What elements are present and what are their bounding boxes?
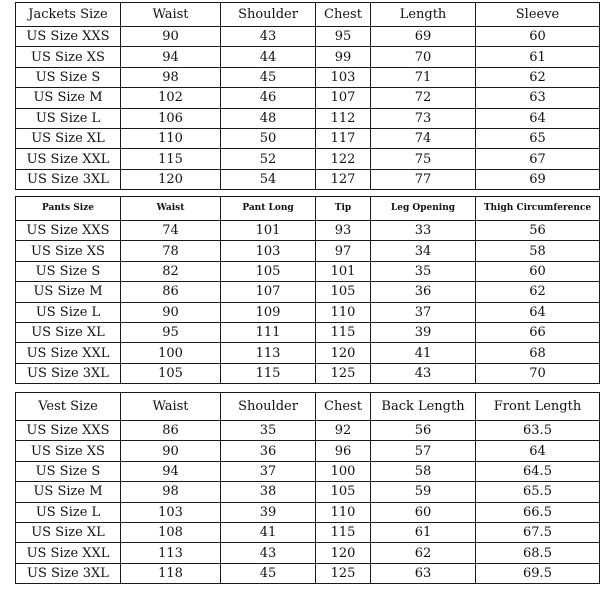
vest-header-cell: Back Length xyxy=(371,393,476,421)
measurement-cell: 113 xyxy=(121,543,221,563)
measurement-cell: 35 xyxy=(221,421,316,441)
measurement-cell: 103 xyxy=(121,502,221,522)
measurement-cell: 36 xyxy=(371,282,476,302)
measurement-cell: 98 xyxy=(121,67,221,87)
measurement-cell: 108 xyxy=(121,522,221,542)
measurement-cell: 63 xyxy=(476,88,600,108)
jackets-header-cell: Sleeve xyxy=(476,3,600,27)
measurement-cell: 56 xyxy=(371,421,476,441)
measurement-cell: 96 xyxy=(316,441,371,461)
measurement-cell: 110 xyxy=(316,502,371,522)
size-label-cell: US Size XL xyxy=(16,128,121,148)
measurement-cell: 125 xyxy=(316,563,371,583)
size-label-cell: US Size XXS xyxy=(16,421,121,441)
jackets-header-cell: Chest xyxy=(316,3,371,27)
table-row xyxy=(16,363,600,383)
size-label-cell: US Size XS xyxy=(16,47,121,67)
pants-header-cell: Thigh Circumference xyxy=(476,197,600,221)
measurement-cell: 59 xyxy=(371,482,476,502)
measurement-cell: 43 xyxy=(221,543,316,563)
measurement-cell: 90 xyxy=(121,302,221,322)
measurement-cell: 98 xyxy=(121,482,221,502)
measurement-cell: 62 xyxy=(476,282,600,302)
measurement-cell: 75 xyxy=(371,149,476,169)
measurement-cell: 58 xyxy=(371,461,476,481)
measurement-cell: 56 xyxy=(476,221,600,241)
measurement-cell: 65.5 xyxy=(476,482,600,502)
size-label-cell: US Size XXL xyxy=(16,149,121,169)
measurement-cell: 105 xyxy=(121,363,221,383)
measurement-cell: 99 xyxy=(316,47,371,67)
measurement-cell: 94 xyxy=(121,461,221,481)
size-label-cell: US Size M xyxy=(16,282,121,302)
measurement-cell: 44 xyxy=(221,47,316,67)
measurement-cell: 112 xyxy=(316,108,371,128)
measurement-cell: 86 xyxy=(121,421,221,441)
table-row xyxy=(16,421,600,441)
size-label-cell: US Size S xyxy=(16,461,121,481)
measurement-cell: 74 xyxy=(121,221,221,241)
measurement-cell: 125 xyxy=(316,363,371,383)
measurement-cell: 110 xyxy=(121,128,221,148)
vest-header-cell: Chest xyxy=(316,393,371,421)
table-row xyxy=(16,169,600,189)
measurement-cell: 64.5 xyxy=(476,461,600,481)
measurement-cell: 82 xyxy=(121,261,221,281)
measurement-cell: 66 xyxy=(476,322,600,342)
measurement-cell: 101 xyxy=(221,221,316,241)
measurement-cell: 41 xyxy=(371,343,476,363)
measurement-cell: 127 xyxy=(316,169,371,189)
measurement-cell: 64 xyxy=(476,108,600,128)
measurement-cell: 60 xyxy=(371,502,476,522)
measurement-cell: 110 xyxy=(316,302,371,322)
measurement-cell: 38 xyxy=(221,482,316,502)
jackets-header-row xyxy=(16,3,600,27)
measurement-cell: 64 xyxy=(476,441,600,461)
measurement-cell: 43 xyxy=(221,27,316,47)
measurement-cell: 39 xyxy=(221,502,316,522)
vest-header-cell: Front Length xyxy=(476,393,600,421)
measurement-cell: 100 xyxy=(121,343,221,363)
measurement-cell: 71 xyxy=(371,67,476,87)
vest-header-cell: Vest Size xyxy=(16,393,121,421)
measurement-cell: 113 xyxy=(221,343,316,363)
measurement-cell: 105 xyxy=(221,261,316,281)
measurement-cell: 92 xyxy=(316,421,371,441)
size-label-cell: US Size XS xyxy=(16,241,121,261)
table-row xyxy=(16,88,600,108)
measurement-cell: 118 xyxy=(121,563,221,583)
table-row xyxy=(16,261,600,281)
pants-header-row xyxy=(16,197,600,221)
size-label-cell: US Size L xyxy=(16,108,121,128)
size-label-cell: US Size M xyxy=(16,482,121,502)
size-label-cell: US Size S xyxy=(16,261,121,281)
measurement-cell: 45 xyxy=(221,563,316,583)
jackets-header-cell: Length xyxy=(371,3,476,27)
measurement-cell: 105 xyxy=(316,282,371,302)
pants-header-cell: Waist xyxy=(121,197,221,221)
measurement-cell: 102 xyxy=(121,88,221,108)
table-row xyxy=(16,461,600,481)
jackets-header-cell: Waist xyxy=(121,3,221,27)
size-label-cell: US Size XL xyxy=(16,522,121,542)
measurement-cell: 61 xyxy=(476,47,600,67)
measurement-cell: 41 xyxy=(221,522,316,542)
measurement-cell: 34 xyxy=(371,241,476,261)
pants-header-cell: Pant Long xyxy=(221,197,316,221)
measurement-cell: 57 xyxy=(371,441,476,461)
table-row xyxy=(16,441,600,461)
measurement-cell: 46 xyxy=(221,88,316,108)
measurement-cell: 74 xyxy=(371,128,476,148)
measurement-cell: 39 xyxy=(371,322,476,342)
measurement-cell: 62 xyxy=(371,543,476,563)
table-row xyxy=(16,563,600,583)
measurement-cell: 86 xyxy=(121,282,221,302)
size-label-cell: US Size S xyxy=(16,67,121,87)
table-row xyxy=(16,221,600,241)
measurement-cell: 68 xyxy=(476,343,600,363)
size-label-cell: US Size L xyxy=(16,302,121,322)
measurement-cell: 93 xyxy=(316,221,371,241)
measurement-cell: 100 xyxy=(316,461,371,481)
vest-header-cell: Shoulder xyxy=(221,393,316,421)
table-row xyxy=(16,67,600,87)
pants-header-cell: Leg Opening xyxy=(371,197,476,221)
measurement-cell: 64 xyxy=(476,302,600,322)
measurement-cell: 50 xyxy=(221,128,316,148)
table-row xyxy=(16,522,600,542)
measurement-cell: 45 xyxy=(221,67,316,87)
measurement-cell: 35 xyxy=(371,261,476,281)
size-label-cell: US Size XXS xyxy=(16,27,121,47)
measurement-cell: 97 xyxy=(316,241,371,261)
measurement-cell: 37 xyxy=(221,461,316,481)
measurement-cell: 54 xyxy=(221,169,316,189)
measurement-cell: 70 xyxy=(476,363,600,383)
pants-header-cell: Tip xyxy=(316,197,371,221)
measurement-cell: 63.5 xyxy=(476,421,600,441)
measurement-cell: 62 xyxy=(476,67,600,87)
measurement-cell: 90 xyxy=(121,27,221,47)
measurement-cell: 120 xyxy=(316,543,371,563)
measurement-cell: 101 xyxy=(316,261,371,281)
measurement-cell: 68.5 xyxy=(476,543,600,563)
measurement-cell: 63 xyxy=(371,563,476,583)
size-label-cell: US Size 3XL xyxy=(16,563,121,583)
measurement-cell: 33 xyxy=(371,221,476,241)
table-row xyxy=(16,128,600,148)
jackets-header-cell: Jackets Size xyxy=(16,3,121,27)
table-row xyxy=(16,108,600,128)
table-row xyxy=(16,241,600,261)
table-row xyxy=(16,322,600,342)
vest-header-cell: Waist xyxy=(121,393,221,421)
measurement-cell: 120 xyxy=(316,343,371,363)
measurement-cell: 103 xyxy=(221,241,316,261)
size-label-cell: US Size L xyxy=(16,502,121,522)
table-row xyxy=(16,47,600,67)
measurement-cell: 95 xyxy=(316,27,371,47)
size-label-cell: US Size XXL xyxy=(16,543,121,563)
measurement-cell: 48 xyxy=(221,108,316,128)
measurement-cell: 69 xyxy=(371,27,476,47)
measurement-cell: 58 xyxy=(476,241,600,261)
measurement-cell: 60 xyxy=(476,27,600,47)
measurement-cell: 60 xyxy=(476,261,600,281)
measurement-cell: 66.5 xyxy=(476,502,600,522)
measurement-cell: 43 xyxy=(371,363,476,383)
measurement-cell: 65 xyxy=(476,128,600,148)
measurement-cell: 111 xyxy=(221,322,316,342)
measurement-cell: 61 xyxy=(371,522,476,542)
measurement-cell: 69 xyxy=(476,169,600,189)
size-label-cell: US Size XXL xyxy=(16,343,121,363)
table-row xyxy=(16,502,600,522)
vest-size-table xyxy=(15,392,600,584)
measurement-cell: 115 xyxy=(316,522,371,542)
table-row xyxy=(16,302,600,322)
measurement-cell: 77 xyxy=(371,169,476,189)
measurement-cell: 69.5 xyxy=(476,563,600,583)
measurement-cell: 94 xyxy=(121,47,221,67)
size-label-cell: US Size XS xyxy=(16,441,121,461)
measurement-cell: 72 xyxy=(371,88,476,108)
measurement-cell: 115 xyxy=(221,363,316,383)
measurement-cell: 107 xyxy=(316,88,371,108)
measurement-cell: 122 xyxy=(316,149,371,169)
measurement-cell: 70 xyxy=(371,47,476,67)
measurement-cell: 67.5 xyxy=(476,522,600,542)
measurement-cell: 117 xyxy=(316,128,371,148)
measurement-cell: 103 xyxy=(316,67,371,87)
measurement-cell: 73 xyxy=(371,108,476,128)
size-label-cell: US Size XL xyxy=(16,322,121,342)
measurement-cell: 78 xyxy=(121,241,221,261)
vest-header-row xyxy=(16,393,600,421)
measurement-cell: 107 xyxy=(221,282,316,302)
measurement-cell: 37 xyxy=(371,302,476,322)
table-row xyxy=(16,343,600,363)
measurement-cell: 90 xyxy=(121,441,221,461)
table-row xyxy=(16,149,600,169)
measurement-cell: 120 xyxy=(121,169,221,189)
jackets-header-cell: Shoulder xyxy=(221,3,316,27)
table-row xyxy=(16,482,600,502)
measurement-cell: 95 xyxy=(121,322,221,342)
measurement-cell: 115 xyxy=(121,149,221,169)
size-label-cell: US Size 3XL xyxy=(16,169,121,189)
size-label-cell: US Size M xyxy=(16,88,121,108)
measurement-cell: 36 xyxy=(221,441,316,461)
jackets-size-table xyxy=(15,2,600,190)
measurement-cell: 52 xyxy=(221,149,316,169)
pants-header-cell: Pants Size xyxy=(16,197,121,221)
measurement-cell: 106 xyxy=(121,108,221,128)
size-label-cell: US Size 3XL xyxy=(16,363,121,383)
measurement-cell: 115 xyxy=(316,322,371,342)
table-row xyxy=(16,27,600,47)
measurement-cell: 67 xyxy=(476,149,600,169)
size-label-cell: US Size XXS xyxy=(16,221,121,241)
pants-size-table xyxy=(15,196,600,384)
measurement-cell: 109 xyxy=(221,302,316,322)
measurement-cell: 105 xyxy=(316,482,371,502)
table-row xyxy=(16,543,600,563)
table-row xyxy=(16,282,600,302)
